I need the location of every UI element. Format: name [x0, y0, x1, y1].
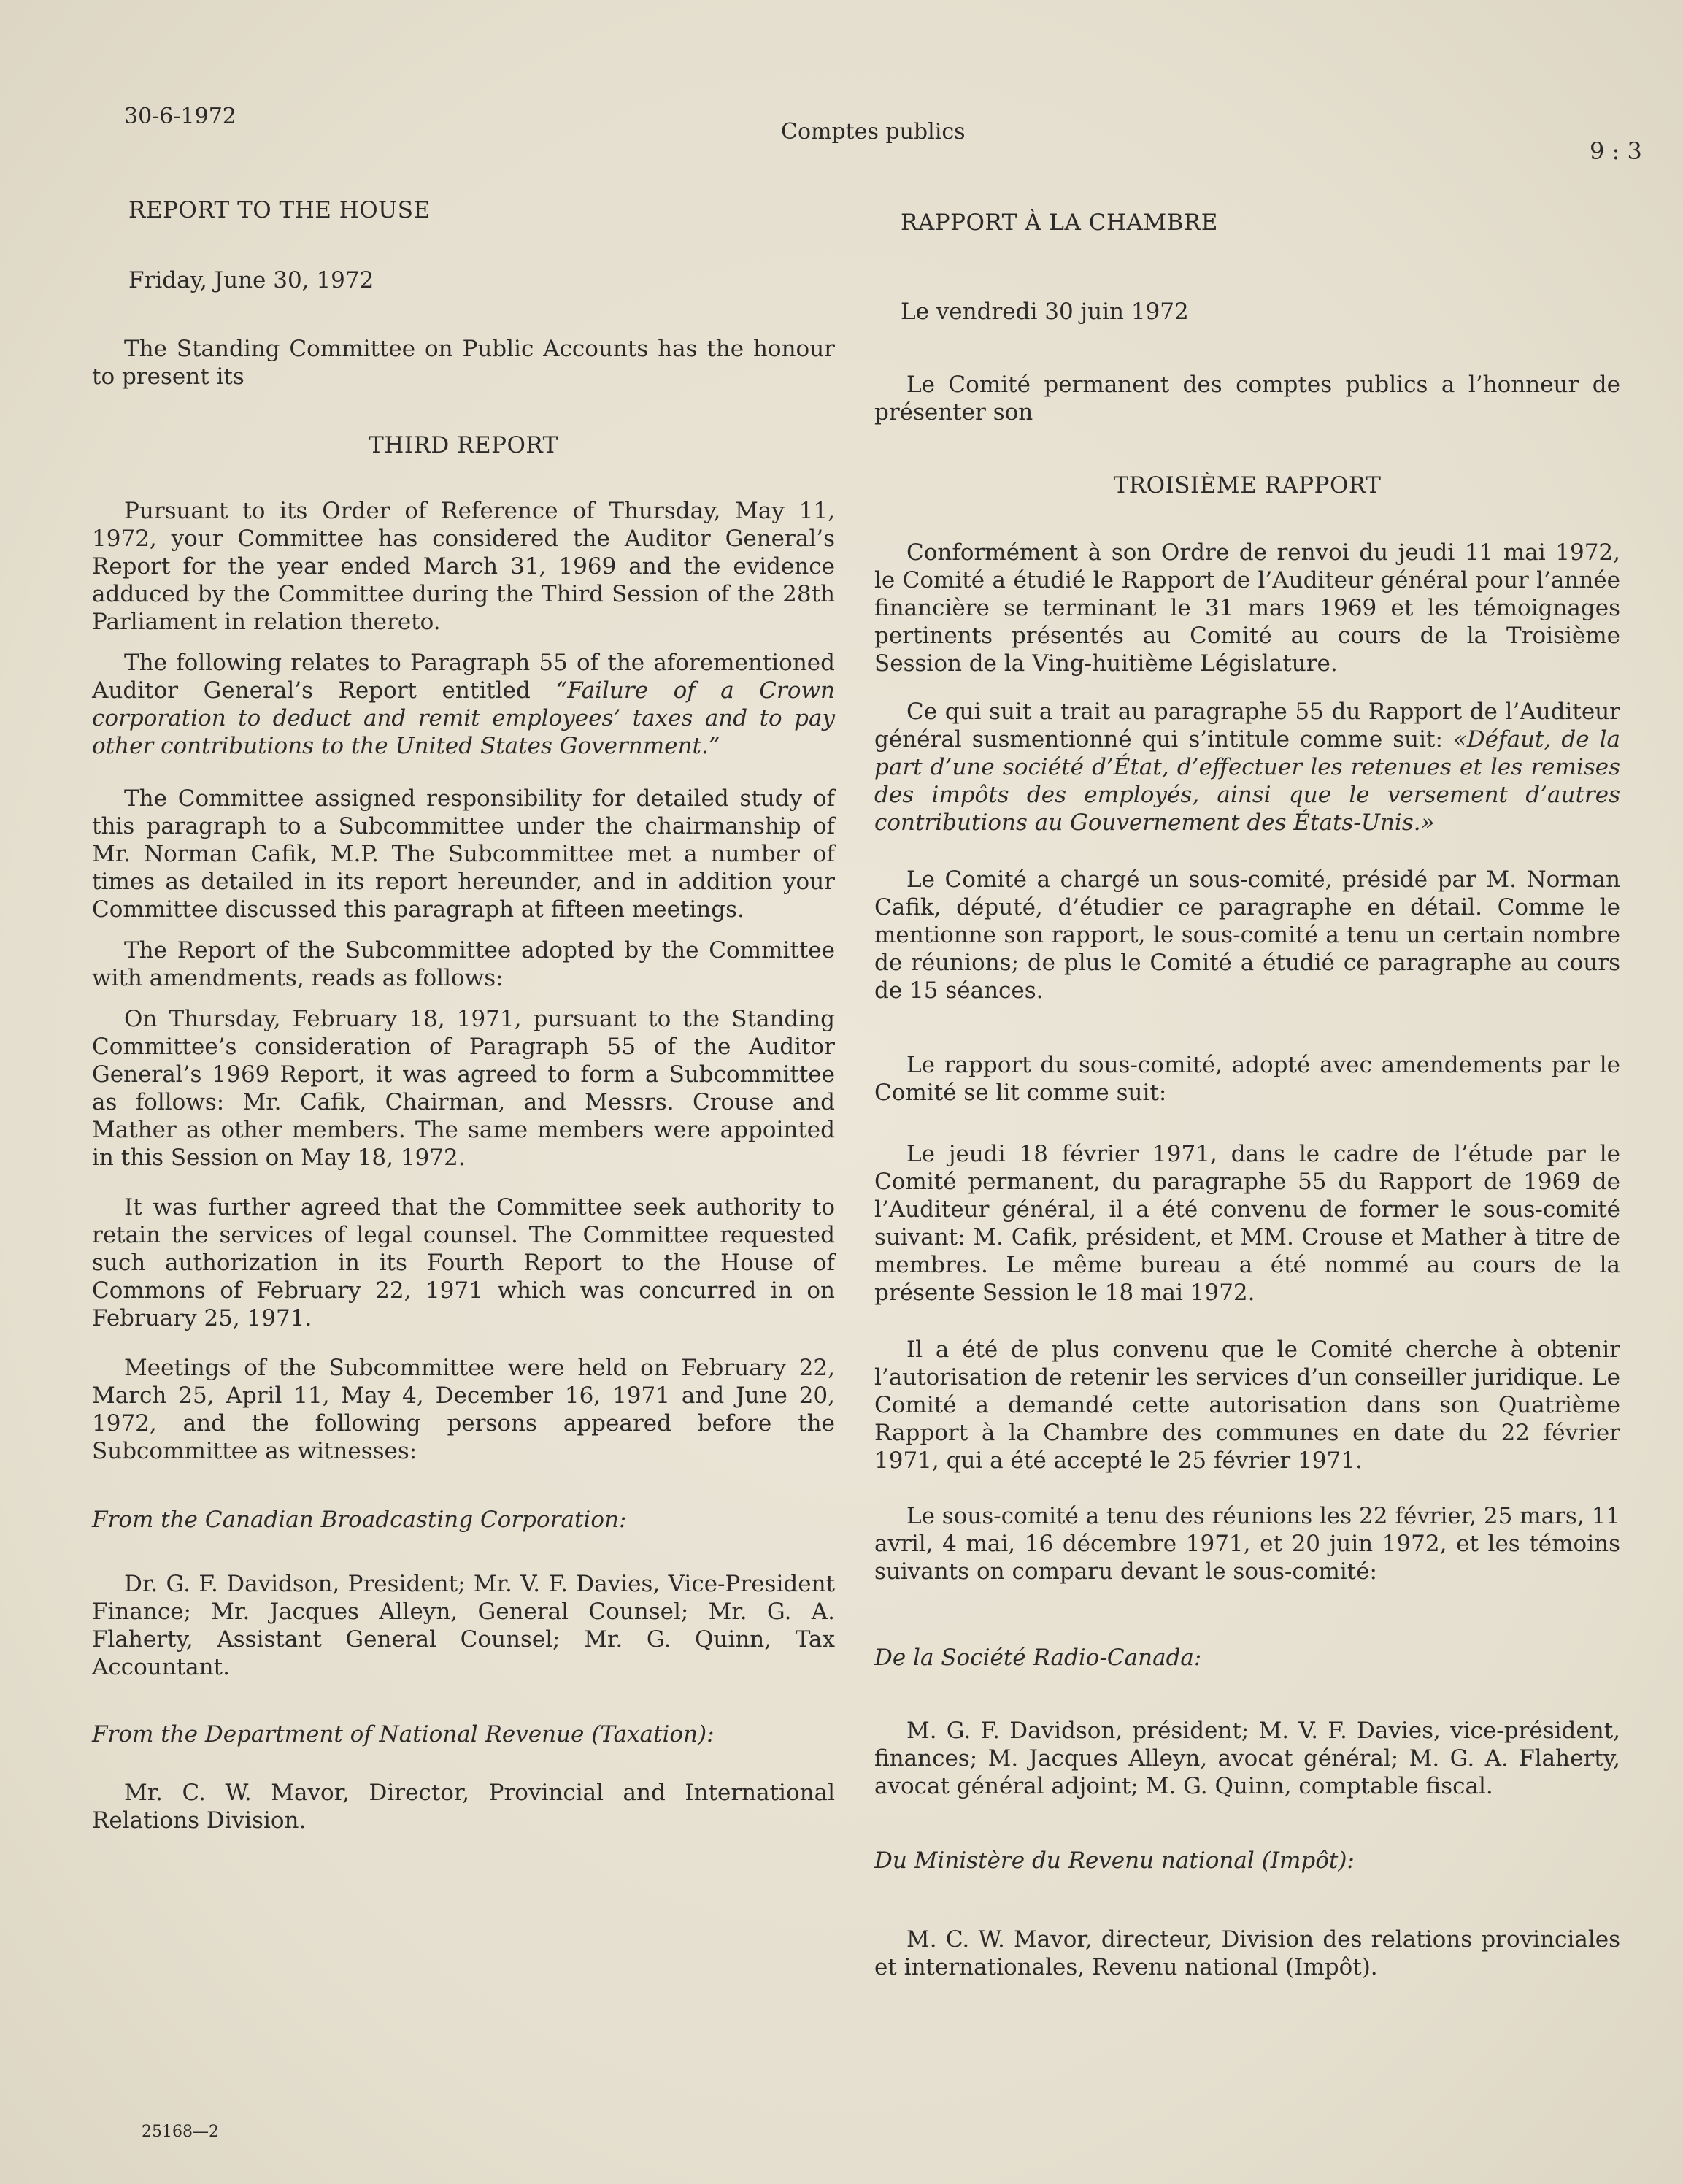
english-paragraph-3: The Committee assigned responsibility for detailed study of this paragraph to a Subcommittee under the chairmanship of Mr. Norman Cafik, M.P. The Subcommittee met a number of times as detailed in its report hereunder, and in addition your Committee discussed this paragraph at fifteen meetings.: [92, 785, 835, 923]
french-witnesses-revenue: M. C. W. Mavor, directeur, Division des relations provinciales et internationales, Revenu national (Impôt).: [874, 1926, 1620, 1980]
french-org-revenue: Du Ministère du Revenu national (Impôt):: [874, 1847, 1355, 1874]
french-intro: Le Comité permanent des comptes publics a l’honneur de présenter son: [874, 372, 1620, 426]
french-paragraph-4: Le rapport du sous-comité, adopté avec amendements par le Comité se lit comme suit:: [874, 1052, 1620, 1106]
french-p2-quote: «Défaut, de la part d’une société d’État, d’effectuer les retenues et les remises des impôts des employés, ainsi que le versement d’autres contributions au Gouvernement des États-Unis.»: [874, 726, 1620, 836]
french-paragraph-5: Le jeudi 18 février 1971, dans le cadre de l’étude par le Comité permanent, du paragraphe 55 du Rapport de 1969 de l’Auditeur général, il a été convenu de former le sous-comité suivant: M. Cafik, président, et MM. Crouse et Mather à titre de membres. Le même bureau a été nommé au cours de la présente Session le 18 mai 1972.: [874, 1141, 1620, 1306]
english-paragraph-7: Meetings of the Subcommittee were held on February 22, March 25, April 11, May 4, December 16, 1971 and June 20, 1972, and the following persons appeared before the Subcommittee as witnesses:: [92, 1355, 835, 1464]
english-p2-quote: “Failure of a Crown corporation to deduct and remit employees’ taxes and to pay other contributions to the United States Government.”: [92, 677, 835, 759]
french-witnesses-cbc: M. G. F. Davidson, président; M. V. F. Davies, vice-président, finances; M. Jacques Alleyn, avocat général; M. G. A. Flaherty, avocat général adjoint; M. G. Quinn, comptable fiscal.: [874, 1718, 1620, 1799]
english-paragraph-1: Pursuant to its Order of Reference of Thursday, May 11, 1972, your Committee has considered the Auditor General’s Report for the year ended March 31, 1969 and the evidence adduced by the Committee during the Third Session of the 28th Parliament in relation thereto.: [92, 498, 835, 635]
english-org-revenue: From the Department of National Revenue (Taxation):: [92, 1721, 715, 1747]
french-paragraph-7: Le sous-comité a tenu des réunions les 22 février, 25 mars, 11 avril, 4 mai, 16 décembre 1971, et 20 juin 1972, et les témoins suivants on comparu devant le sous-comité:: [874, 1503, 1620, 1585]
english-heading: REPORT TO THE HOUSE: [128, 197, 431, 223]
english-date: Friday, June 30, 1972: [128, 267, 374, 293]
footer-print-code: 25168—2: [142, 2123, 219, 2141]
french-date: Le vendredi 30 juin 1972: [901, 299, 1189, 325]
french-org-cbc: De la Société Radio-Canada:: [874, 1645, 1202, 1671]
french-paragraph-3: Le Comité a chargé un sous-comité, présidé par M. Norman Cafik, député, d’étudier ce paragraphe en détail. Comme le mentionne son rapport, le sous-comité a tenu un certain nombre de réunions; de plus le Comité a étudié ce paragraphe au cours de 15 séances.: [874, 866, 1620, 1004]
french-paragraph-6: Il a été de plus convenu que le Comité cherche à obtenir l’autorisation de retenir les services d’un conseiller juridique. Le Comité a demandé cette autorisation dans son Quatrième Rapport à la Chambre des communes en date du 22 février 1971, qui a été accepté le 25 février 1971.: [874, 1337, 1620, 1474]
english-paragraph-2: [92, 649, 835, 760]
english-paragraph-4: The Report of the Subcommittee adopted by the Committee with amendments, reads as follows:: [92, 937, 835, 991]
header-date: 30-6-1972: [124, 104, 236, 129]
english-column: [92, 193, 835, 1834]
french-paragraph-1: Conformément à son Ordre de renvoi du jeudi 11 mai 1972, le Comité a étudié le Rapport de l’Auditeur général pour l’année financière se terminant le 31 mars 1969 et les témoignages pertinents présentés au Comité au cours de la Troisième Session de la Ving-huitième Législature.: [874, 539, 1620, 677]
header-title: Comptes publics: [781, 119, 966, 145]
english-paragraph-5: On Thursday, February 18, 1971, pursuant to the Standing Committee’s consideration of Paragraph 55 of the Auditor General’s 1969 Report, it was agreed to form a Subcommittee as follows: Mr. Cafik, Chairman, and Messrs. Crouse and Mather as other members. The same members were appointed in this Session on May 18, 1972.: [92, 1006, 835, 1171]
english-witnesses-revenue: Mr. C. W. Mavor, Director, Provincial and International Relations Division.: [92, 1780, 835, 1834]
english-paragraph-6: It was further agreed that the Committee seek authority to retain the services of legal counsel. The Committee requested such authorization in its Fourth Report to the House of Commons of February 22, 1971 which was concurred in on February 25, 1971.: [92, 1194, 835, 1331]
french-heading: RAPPORT À LA CHAMBRE: [901, 209, 1218, 236]
header-page-number: 9 : 3: [1590, 137, 1642, 165]
french-report-title: TROISIÈME RAPPORT: [1113, 472, 1382, 499]
english-report-title: THIRD REPORT: [369, 432, 558, 458]
french-column: [874, 206, 1620, 1981]
french-p2-lead: Ce qui suit a trait au paragraphe 55 du Rapport de l’Auditeur général susmentionné qui s’intitule comme suit:: [874, 699, 1620, 753]
english-org-cbc: From the Canadian Broadcasting Corporation:: [92, 1507, 627, 1533]
french-paragraph-2: [874, 698, 1620, 837]
english-witnesses-cbc: Dr. G. F. Davidson, President; Mr. V. F. Davies, Vice-President Finance; Mr. Jacques Alleyn, General Counsel; Mr. G. A. Flaherty, Assistant General Counsel; Mr. G. Quinn, Tax Accountant.: [92, 1571, 835, 1680]
english-p2-lead: The following relates to Paragraph 55 of the aforementioned Auditor General’s Report entitled: [92, 650, 835, 704]
english-intro: The Standing Committee on Public Accounts has the honour to present its: [92, 336, 835, 390]
